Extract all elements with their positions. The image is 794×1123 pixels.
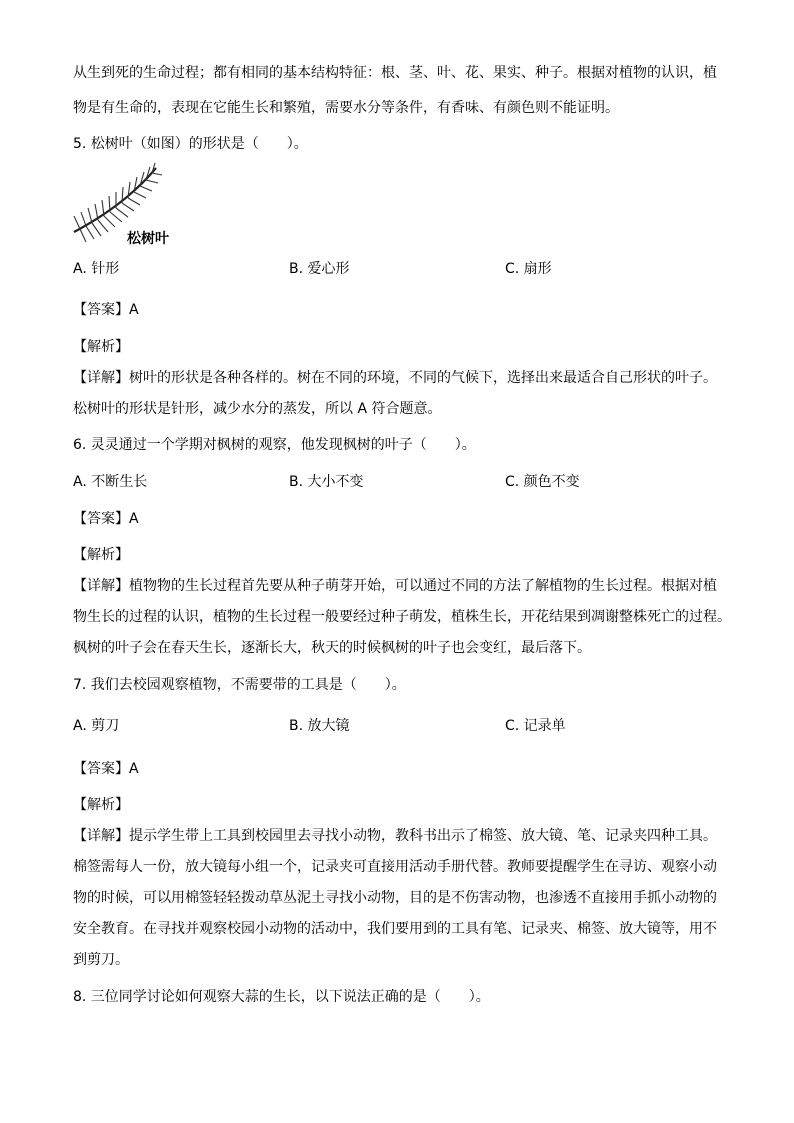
- q5-detail-line-2: 松树叶的形状是针形，减少水分的蒸发，所以 A 符合题意。: [73, 401, 442, 417]
- q6-analysis-title: 【解析】: [73, 547, 129, 563]
- q7-detail-line-5: 到剪刀。: [73, 952, 129, 968]
- q7-answer: 【答案】A: [73, 761, 139, 777]
- q5-option-a: A. 针形: [73, 261, 120, 277]
- q6-option-c: C. 颜色不变: [505, 474, 580, 490]
- q8-stem: 8. 三位同学讨论如何观察大蒜的生长，以下说法正确的是（ ）。: [73, 989, 490, 1005]
- q6-detail-line-1: 【详解】植物物的生长过程首先要从种子萌芽开始，可以通过不同的方法了解植物的生长过程。根据对植: [73, 578, 717, 594]
- q7-option-b: B. 放大镜: [289, 718, 350, 734]
- q7-option-c: C. 记录单: [505, 718, 566, 734]
- q7-detail-line-2: 棉签需每人一份，放大镜每小组一个，记录夹可直接用活动手册代替。教师要提醒学生在寻访、观察小动: [73, 859, 717, 875]
- q7-option-a: A. 剪刀: [73, 718, 120, 734]
- intro-line-2: 物是有生命的，表现在它能生长和繁殖，需要水分等条件，有香味、有颜色则不能证明。: [73, 100, 619, 116]
- q5-detail-line-1: 【详解】树叶的形状是各种各样的。树在不同的环境，不同的气候下，选择出来最适合自己形状的叶子。: [73, 370, 717, 386]
- q5-answer: 【答案】A: [73, 302, 139, 318]
- q6-answer: 【答案】A: [73, 511, 139, 527]
- q6-detail-line-2: 物生长的过程的认识，植物的生长过程一般要经过种子萌发，植株生长，开花结果到凋谢整株死亡的过程。: [73, 609, 731, 625]
- q7-detail-line-4: 安全教育。在寻找并观察校园小动物的活动中，我们要用到的工具有笔、记录夹、棉签、放大镜等，用不: [73, 921, 717, 937]
- q5-option-c: C. 扇形: [505, 261, 552, 277]
- q7-detail-line-1: 【详解】提示学生带上工具到校园里去寻找小动物，教科书出示了棉签、放大镜、笔、记录夹四种工具。: [73, 828, 717, 844]
- q7-detail-line-3: 物的时候，可以用棉签轻轻拨动草丛泥土寻找小动物，目的是不伤害动物，也渗透不直接用手抓小动物的: [73, 890, 717, 906]
- pine-leaf-figure: [72, 162, 182, 248]
- q6-detail-line-3: 枫树的叶子会在春天生长，逐渐长大，秋天的时候枫树的叶子也会变红，最后落下。: [73, 640, 591, 656]
- intro-line-1: 从生到死的生命过程；都有相同的基本结构特征：根、茎、叶、花、果实、种子。根据对植物的认识，植: [73, 65, 717, 81]
- q5-analysis-title: 【解析】: [73, 339, 129, 355]
- q7-stem: 7. 我们去校园观察植物，不需要带的工具是（ ）。: [73, 677, 406, 693]
- q7-analysis-title: 【解析】: [73, 797, 129, 813]
- q6-stem: 6. 灵灵通过一个学期对枫树的观察，他发现枫树的叶子（ ）。: [73, 437, 476, 453]
- q5-stem: 5. 松树叶（如图）的形状是（ ）。: [73, 136, 308, 152]
- figure-caption: 松树叶: [127, 231, 169, 247]
- q6-option-b: B. 大小不变: [289, 474, 364, 490]
- q5-option-b: B. 爱心形: [289, 261, 350, 277]
- q6-option-a: A. 不断生长: [73, 474, 148, 490]
